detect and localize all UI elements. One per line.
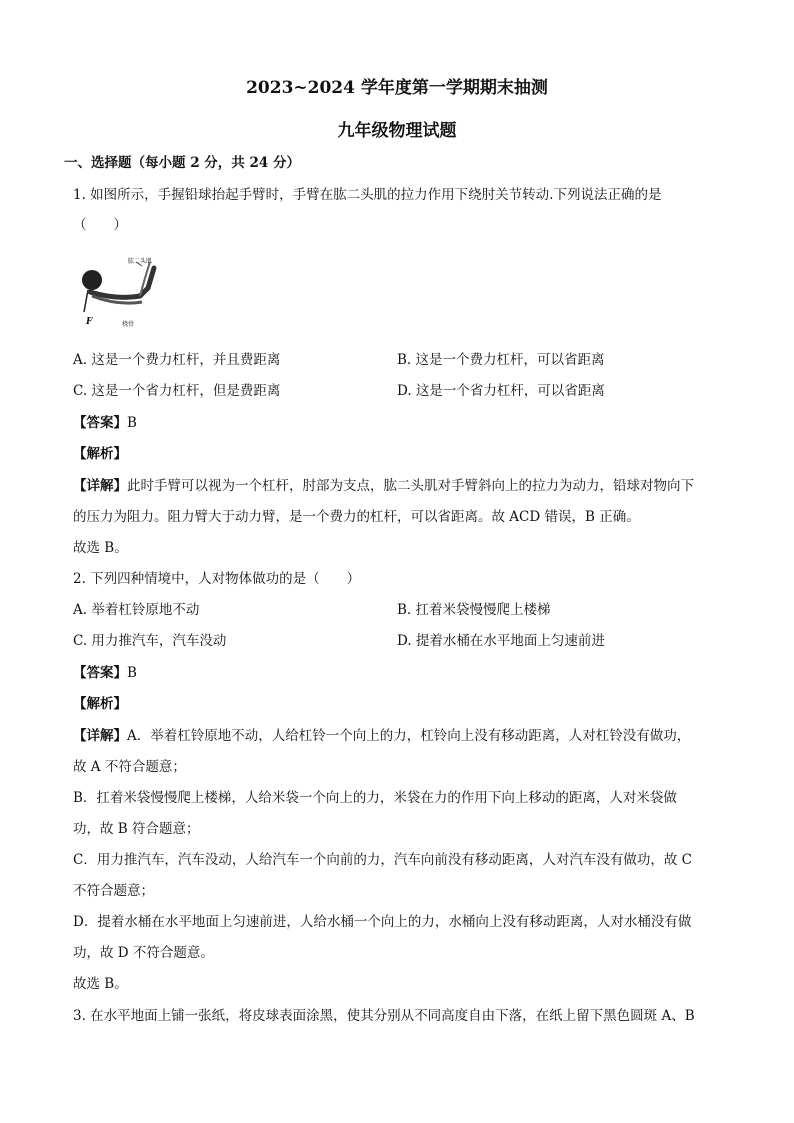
fig-label-bone: 桡骨 (122, 321, 135, 328)
detail-tag: 【详解】 (73, 728, 127, 744)
answer-tag: 【答案】 (73, 665, 127, 681)
q1-analysis-heading: 【解析】 (73, 446, 127, 462)
answer-tag: 【答案】 (73, 415, 127, 431)
q1-option-a: A. 这是一个费力杠杆，并且费距离 (73, 352, 281, 368)
q2-detail-line7: D．提着水桶在水平地面上匀速前进，人给水桶一个向上的力，水桶向上没有移动距离，人对水桶没有做 (73, 914, 692, 930)
q1-detail-line2: 的压力为阻力。阻力臂大于动力臂，是一个费力的杠杆，可以省距离。故 ACD 错误，B 正确。 (73, 509, 640, 525)
q2-option-a: A. 举着杠铃原地不动 (73, 602, 200, 618)
fig-label-force: F (86, 317, 93, 327)
q1-option-d: D. 这是一个省力杠杆，可以省距离 (397, 383, 605, 399)
page-title: 2023~2024 学年度第一学期期末抽测 (246, 78, 548, 98)
fig-label-muscle: 肱二头肌 (128, 258, 153, 265)
section-heading: 一、选择题（每小题 2 分，共 24 分） (64, 155, 300, 171)
q2-detail-line3: B．扛着米袋慢慢爬上楼梯，人给米袋一个向上的力，米袋在力的作用下向上移动的距离，人对米袋做 (73, 790, 677, 806)
q2-detail-line5: C．用力推汽车，汽车没动，人给汽车一个向前的力，汽车向前没有移动距离，人对汽车没有做功，故 C (73, 852, 692, 868)
q1-answer (73, 411, 137, 431)
q2-detail-line4: 功，故 B 符合题意； (73, 821, 200, 837)
q2-analysis-heading: 【解析】 (73, 696, 127, 712)
q1-option-c: C. 这是一个省力杠杆，但是费距离 (73, 383, 281, 399)
detail-text: 此时手臂可以视为一个杠杆，肘部为支点，肱二头肌对手臂斜向上的拉力为动力，铅球对物向下 (127, 478, 694, 494)
q2-detail-line2: 故 A 不符合题意； (73, 759, 186, 775)
q2-detail-line1 (73, 724, 690, 744)
answer-value: B (127, 665, 137, 681)
q1-conclusion: 故选 B。 (73, 540, 128, 556)
answer-value: B (127, 415, 137, 431)
q1-stem-line2: （ ） (73, 217, 127, 233)
q3-stem-line1: 3. 在水平地面上铺一张纸，将皮球表面涂黑，使其分别从不同高度自由下落，在纸上留下黑色圆斑 A、B (73, 1008, 695, 1024)
arm-lever-figure (76, 256, 168, 328)
detail-tag: 【详解】 (73, 478, 127, 494)
q1-stem-line1: 1. 如图所示，手握铅球抬起手臂时，手臂在肱二头肌的拉力作用下绕肘关节转动.下列说法正确的是 (73, 187, 662, 203)
q2-stem: 2. 下列四种情境中，人对物体做功的是（ ） (73, 571, 361, 587)
detail-text: A．举着杠铃原地不动，人给杠铃一个向上的力，杠铃向上没有移动距离，人对杠铃没有做功， (127, 728, 691, 744)
q2-option-c: C. 用力推汽车，汽车没动 (73, 633, 227, 649)
q2-detail-line6: 不符合题意； (73, 883, 154, 899)
q2-option-b: B. 扛着米袋慢慢爬上楼梯 (397, 602, 551, 618)
q2-option-d: D. 提着水桶在水平地面上匀速前进 (397, 633, 605, 649)
q2-conclusion: 故选 B。 (73, 976, 128, 992)
q2-answer (73, 661, 137, 681)
q2-detail-line8: 功，故 D 不符合题意。 (73, 945, 214, 961)
page-subtitle: 九年级物理试题 (337, 121, 457, 141)
q1-option-b: B. 这是一个费力杠杆，可以省距离 (397, 352, 605, 368)
q1-detail-line1 (73, 474, 694, 494)
